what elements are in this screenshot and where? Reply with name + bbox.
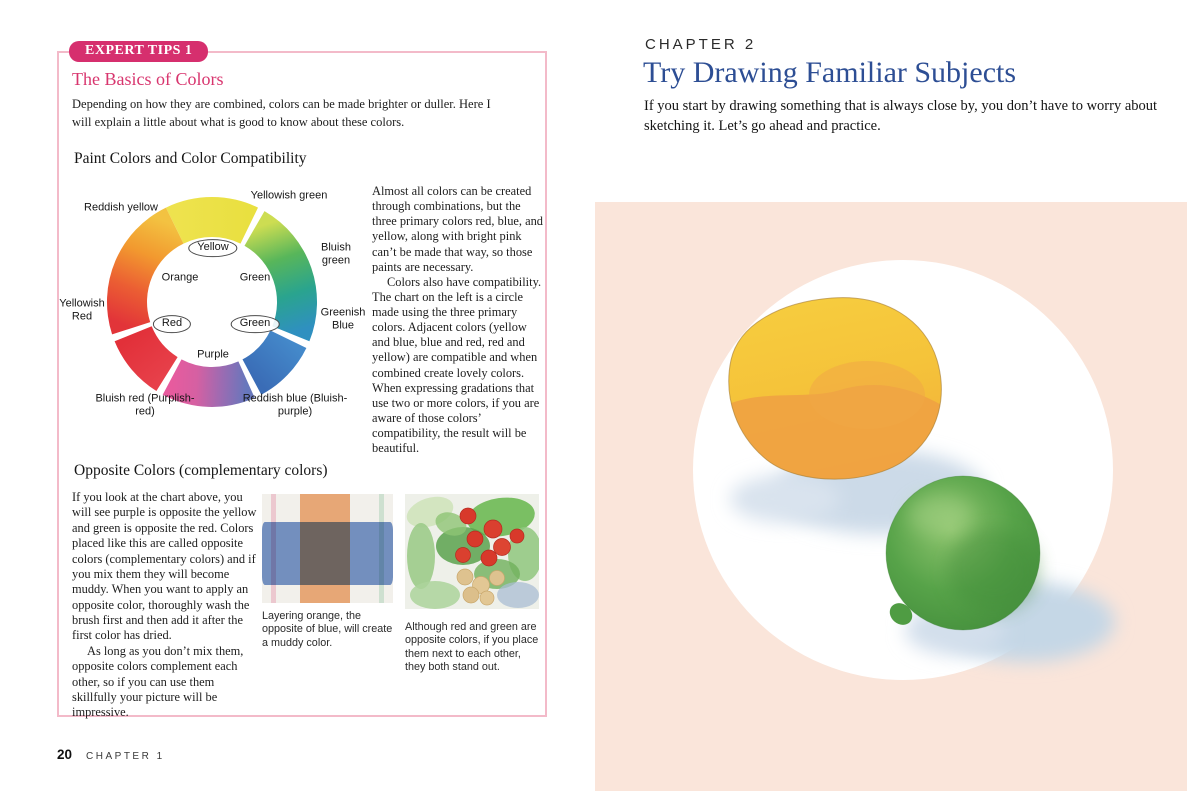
wheel-label-green-primary: Green bbox=[231, 315, 280, 333]
page-number: 20 bbox=[57, 747, 73, 762]
wheel-segment-bluish-red bbox=[115, 326, 178, 391]
lemon-lime-illustration bbox=[595, 202, 1187, 791]
figure-caption: Layering orange, the opposite of blue, will create a muddy color. bbox=[262, 610, 393, 649]
chapter-intro: If you start by drawing something that is always close by, you don’t have to worry about sketching it. Let’s go ahead and practice. bbox=[644, 98, 1158, 134]
wheel-label-orange: Orange bbox=[161, 271, 199, 284]
opposite-colors-text bbox=[72, 490, 260, 721]
wheel-label-greenish-blue: Greenish Blue bbox=[320, 306, 366, 331]
blue-band bbox=[262, 522, 393, 585]
muddy-layering-image bbox=[262, 494, 393, 603]
opposite-colors-heading: Opposite Colors (complementary colors) bbox=[74, 462, 328, 479]
figure-caption: Although red and green are opposite colors, if you place them next to each other, they both stand out. bbox=[405, 621, 539, 674]
chapter-footer-label: CHAPTER 1 bbox=[86, 751, 165, 762]
wheel-label-yellowish-green: Yellowish green bbox=[250, 189, 328, 202]
wheel-label-bluish-red: Bluish red (Purplish-red) bbox=[95, 392, 195, 417]
lemon-lime-svg bbox=[595, 202, 1187, 791]
paint-paragraph-2: Colors also have compatibility. The chart on the left is a circle made using the three primary colors. Adjacent colors (yellow and blue, blue and red, red and yellow) are compatible and when combined create lovely colors. When expressing gradations that use two or more colors, if you are aware of those colors’ compatibility, the result will be beautiful. bbox=[372, 274, 542, 456]
opposite-paragraph-2: As long as you don’t mix them, opposite colors complement each other, so if you can use them skillfully your picture will be impressive. bbox=[72, 643, 244, 720]
wheel-label-purple: Purple bbox=[197, 348, 229, 361]
wheel-segment-greenish-blue bbox=[243, 331, 307, 395]
berries-image bbox=[405, 494, 539, 609]
section-title: The Basics of Colors bbox=[72, 69, 224, 89]
paint-colors-text bbox=[372, 184, 546, 456]
figure-red-green-berries bbox=[405, 494, 539, 675]
wheel-label-green: Green bbox=[239, 271, 271, 284]
chapter-kicker: CHAPTER 2 bbox=[645, 36, 757, 53]
wheel-label-bluish-green: Bluish green bbox=[321, 241, 351, 266]
section-intro: Depending on how they are combined, colors can be made brighter or duller. Here I will explain a little about what is good to know about these colors. bbox=[72, 97, 491, 130]
wheel-label-yellowish-red: Yellowish Red bbox=[59, 297, 105, 322]
page-footer bbox=[57, 746, 165, 764]
figure-muddy-layering bbox=[262, 494, 393, 650]
lime bbox=[885, 476, 1040, 630]
expert-tips-badge: EXPERT TIPS 1 bbox=[69, 41, 208, 62]
wheel-label-red-primary: Red bbox=[153, 315, 191, 333]
expert-tips-box bbox=[57, 43, 547, 720]
lemon-shadow-left bbox=[730, 475, 840, 523]
paint-paragraph-1: Almost all colors can be created through combinations, but the three primary colors red, blue, and yellow, along with bright pink can’t be made that way, so those paints are necessary. bbox=[372, 184, 543, 274]
opposite-paragraph-1: If you look at the chart above, you will see purple is opposite the yellow and green is opposite the red. Colors placed like this are called opposite colors (complementary colors) and if you mix them they will become muddy. When you want to apply an opposite color, thoroughly wash the brush first and then add it after the first color has dried. bbox=[72, 490, 257, 643]
wheel-label-yellow-primary: Yellow bbox=[188, 239, 237, 257]
chapter-title: Try Drawing Familiar Subjects bbox=[643, 56, 1017, 89]
paint-colors-heading: Paint Colors and Color Compatibility bbox=[74, 150, 307, 167]
wheel-label-reddish-blue: Reddish blue (Bluish-purple) bbox=[242, 392, 348, 417]
color-wheel-svg bbox=[102, 192, 322, 412]
wheel-label-reddish-yellow: Reddish yellow bbox=[84, 201, 158, 214]
color-wheel-diagram bbox=[59, 182, 424, 437]
